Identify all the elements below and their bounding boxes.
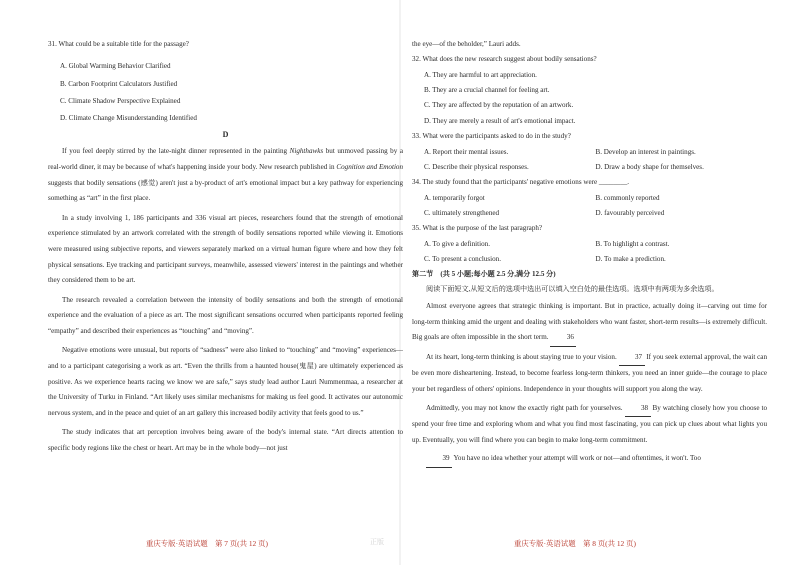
q31-option-a: A. Global Warming Behavior Clarified — [60, 62, 171, 71]
question-32: 32. What does the new research suggest about bodily sensations? — [412, 55, 597, 64]
passage-d-paragraph-4: Negative emotions were unusual, but reports of “sadness” were also linked to “touching” and “moving” experiences—and to a participant categorising a work as art. “Even the thrills from a haunted house(鬼屋) are ultimately experienced as positive. As we experience hearts racing we know we are safe,” says study lead author Lauri Nummenmaa, a researcher at the University of Turku in Finland. “Art likely uses similar mechanisms for making us feel good. It activates our autonomic nervous system, and in the peace and quiet of an art gallery this increased bodily activity that feels good to us.” — [48, 346, 403, 417]
q33-options — [424, 148, 767, 157]
p1-text-a: If you feel deeply stirred by the late-night dinner represented in the painting — [62, 147, 290, 156]
passage-d-paragraph-3: The research revealed a correlation between the intensity of bodily sensations and both the strength of emotional experience and the evaluation of a piece as art. The most significant sensations occurred when participants reported feeling “empathy” and described their experiences as “touching” and “moving”. — [48, 295, 403, 335]
r4-text: You have no idea whether your attempt will work or not—and oftentimes, it won't. Too — [452, 454, 701, 463]
q33-option-c: C. Describe their physical responses. — [424, 162, 529, 171]
q32-option-c: C. They are affected by the reputation of an artwork. — [424, 101, 574, 110]
q31-option-d: D. Climate Change Misunderstanding Identified — [60, 114, 197, 123]
q31-option-b: B. Carbon Footprint Calculators Justified — [60, 79, 178, 88]
q33-options-row2 — [424, 163, 767, 172]
q32-option-a: A. They are harmful to art appreciation. — [424, 70, 537, 79]
q34-options — [424, 194, 767, 203]
q32-option-d: D. They are merely a result of art's emotional impact. — [424, 116, 576, 125]
question-33: 33. What were the participants asked to do in the study? — [412, 132, 571, 141]
q34-option-d: D. favourably perceived — [595, 208, 665, 217]
p1-text-c: suggests that bodily sensations (感觉) aren't just a by-product of art's emotional impact but a key pathway for experiencing something as “art” in the first place. — [48, 178, 403, 203]
q35-options-row2 — [424, 255, 767, 264]
q33-option-d: D. Draw a body shape for themselves. — [595, 162, 704, 171]
cloze-paragraph-4 — [412, 451, 767, 468]
q34-option-a: A. temporarily forgot — [424, 193, 485, 202]
q34-option-c: C. ultimately strengthened — [424, 208, 500, 217]
right-page-footer: 重庆专版·英语试题 第 8 页(共 12 页) — [514, 539, 636, 548]
passage-d-paragraph-2: In a study involving 1, 186 participants and 336 visual art pieces, researchers found that the strength of emotional experience stimulated by an artwork correlated with the strength of bodily sensations reported while viewing it. Emotions were measured using subjective reports, and viewers separately marked on a virtual human figure where and how they felt physical sensations. Eye tracking and participant surveys, meanwhile, assessed viewers' interest in the paintings and whether they considered them to be art. — [48, 213, 403, 285]
left-page-footer: 重庆专版·英语试题 第 7 页(共 12 页) — [146, 539, 268, 548]
q35-option-d: D. To make a prediction. — [595, 255, 666, 264]
q35-option-b: B. To highlight a contrast. — [595, 239, 670, 248]
q31-option-c: C. Climate Shadow Perspective Explained — [60, 97, 181, 106]
section-2-instructions: 阅读下面短文,从短文后的选项中选出可以填入空白处的最佳选项。选项中有两项为多余选项。 — [426, 284, 719, 293]
watermark: 正版 — [370, 538, 384, 546]
q33-option-a: A. Report their mental issues. — [424, 147, 509, 156]
r2-text-a: At its heart, long-term thinking is about staying true to your vision. — [426, 352, 617, 361]
blank-37[interactable]: 37 — [619, 350, 645, 367]
r2-text-b: If you seek external approval, the wait can be even more disheartening. Instead, to become fearless long-term thinkers, you need an inner guide—the courage to place your bet regardless of others' opinions. Independence in your thoughts will support you along the way. — [412, 352, 767, 394]
left-page — [48, 40, 403, 457]
q33-option-b: B. Develop an interest in paintings. — [595, 147, 696, 156]
question-34: 34. The study found that the participants' negative emotions were ________. — [412, 178, 630, 187]
question-35: 35. What is the purpose of the last paragraph? — [412, 224, 543, 233]
passage-continuation: the eye—of the beholder,” Lauri adds. — [412, 40, 521, 48]
passage-d-paragraph-5: The study indicates that art perception involves being aware of the body's internal state. “Art directs attention to specific body regions like the chest or heart. Art may be in the whole body—not just — [48, 428, 403, 453]
q35-option-c: C. To present a conclusion. — [424, 255, 501, 264]
section-2-heading: 第二节 (共 5 小题;每小题 2.5 分,满分 12.5 分) — [412, 270, 556, 279]
passage-d-paragraph-1 — [48, 144, 403, 206]
q34-options-row2 — [424, 209, 767, 218]
r3-text-b: By watching closely how you choose to spend your free time and exploring whom and what you find most fascinating, you can pick up clues about what lights you up. Eventually, you will find where you can begin to make long-term commitment. — [412, 403, 767, 444]
cloze-paragraph-2 — [412, 350, 767, 398]
blank-39[interactable]: 39 — [426, 451, 452, 468]
q35-option-a: A. To give a definition. — [424, 239, 490, 248]
blank-38[interactable]: 38 — [625, 401, 651, 418]
q35-options — [424, 240, 767, 249]
journal-title: Cognition and Emotion — [336, 162, 404, 171]
q34-option-b: B. commonly reported — [595, 193, 660, 202]
section-d-heading: D — [222, 129, 229, 139]
q32-option-b: B. They are a crucial channel for feeling art. — [424, 86, 550, 95]
painting-title: Nighthawks — [289, 147, 324, 156]
blank-36[interactable]: 36 — [550, 330, 576, 347]
question-31: 31. What could be a suitable title for the passage? — [48, 40, 189, 48]
cloze-paragraph-1 — [412, 299, 767, 347]
r1-text: Almost everyone agrees that strategic thinking is important. But in practice, actually doing it—carving out time for long-term thinking amid the urgent and dealing with stakeholders who want faster, short-term results—is extremely difficult. Big goals are often impossible in the short term. — [412, 302, 767, 342]
right-page — [412, 40, 767, 468]
r3-text-a: Admittedly, you may not know the exactly right path for yourselves. — [426, 403, 623, 412]
p1-text-b: but unmoved passing by a real-world diner, it may be because of what's happening inside your body. New research published in — [48, 147, 403, 171]
cloze-paragraph-3 — [412, 401, 767, 449]
